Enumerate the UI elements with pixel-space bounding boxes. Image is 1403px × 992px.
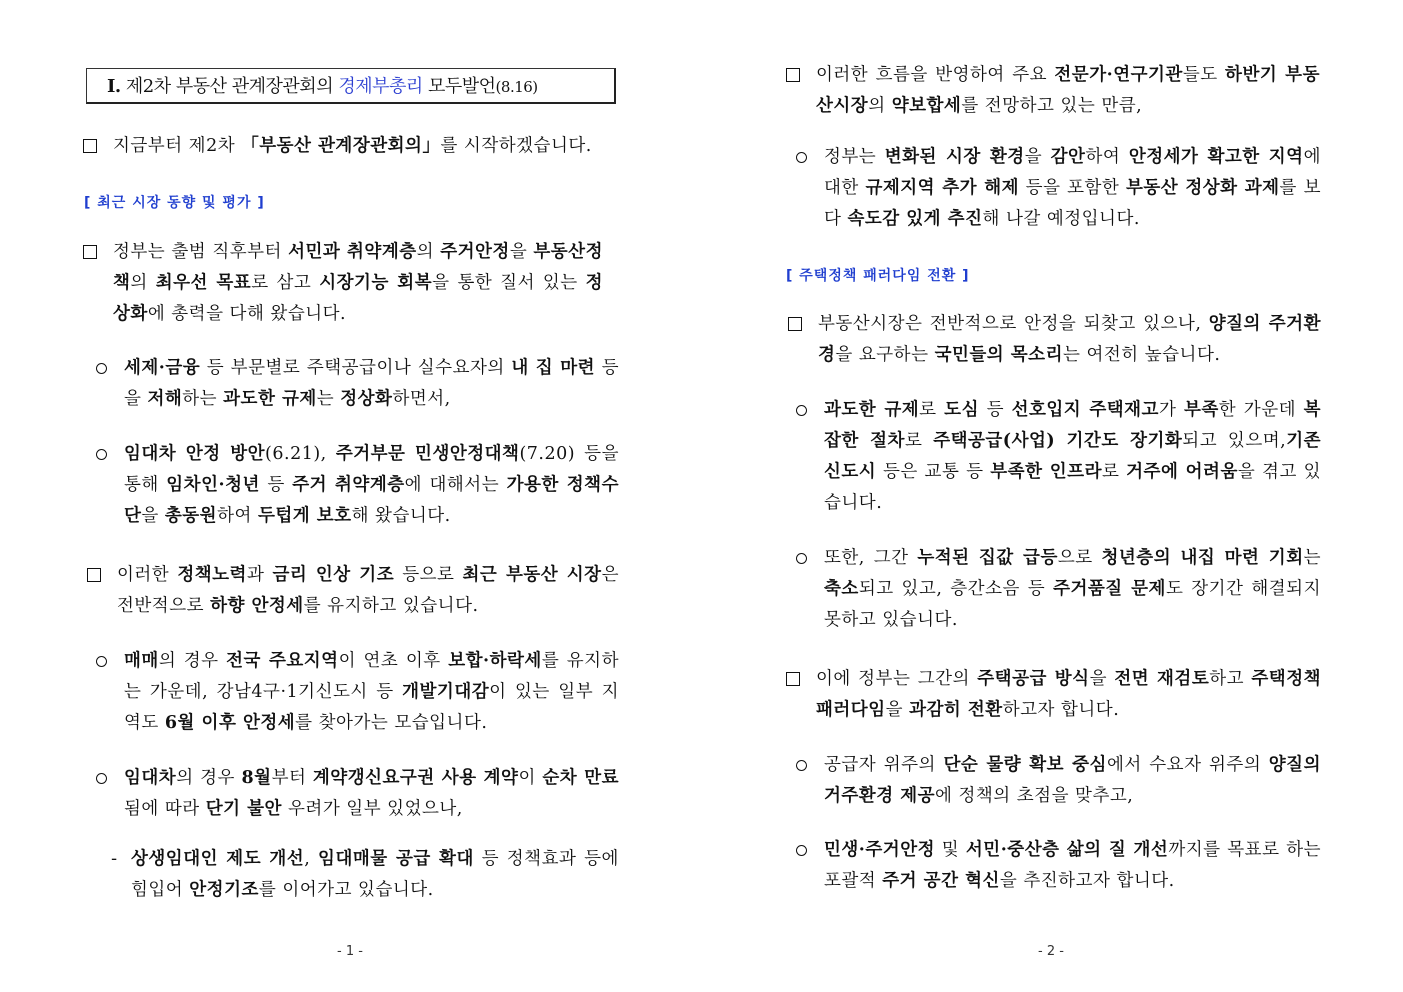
body-text: 을 추진하고자 합니다. (999, 871, 1175, 891)
body-text: 등은 교통 등 (876, 462, 991, 482)
body-text: 는 여전히 높습니다. (1063, 345, 1221, 365)
body-text: 부동산시장은 전반적으로 안정을 되찾고 있으나, (818, 314, 1209, 334)
title-date: (8.16) (495, 78, 538, 96)
body-text: 등 (259, 475, 293, 495)
body-text: 을 (885, 700, 910, 720)
paragraph-p4b (824, 543, 1321, 636)
body-text: 를 유지하고 있습니다. (303, 596, 479, 616)
paragraph-p2a (124, 646, 619, 739)
body-text: 하고 (1209, 669, 1252, 689)
body-text: 되고 있고, 층간소음 등 (858, 579, 1054, 599)
body-text: 을 (509, 242, 534, 262)
paragraph-p4 (818, 309, 1321, 371)
body-text: 등을 (124, 358, 619, 409)
emphasis-text: 6월 이후 안정세 (164, 713, 296, 733)
emphasis-text: 주택정책 패러다임 (816, 669, 1322, 720)
circle-bullet-icon (796, 760, 807, 771)
body-text: 한 가운데 (1218, 400, 1304, 420)
dash-bullet: - (111, 849, 118, 869)
paragraph-p1a (124, 353, 619, 415)
emphasis-text: 단기 불안 (205, 799, 282, 819)
body-text: 등 (978, 400, 1012, 420)
emphasis-text: 주택공급 방식 (977, 669, 1090, 689)
checkbox-bullet-icon (87, 568, 101, 582)
circle-bullet-icon (96, 773, 107, 784)
body-text: 이 (518, 768, 543, 788)
body-text: 에 대한 (824, 147, 1321, 198)
emphasis-text: 부족 (1183, 400, 1219, 420)
paragraph-p1 (113, 237, 603, 330)
body-text: 하여 (1085, 147, 1129, 167)
body-text: 들도 (1182, 65, 1226, 85)
intro-bold: 「부동산 관계장관회의」 (241, 136, 441, 156)
page-number: - 1 - (337, 944, 363, 959)
paragraph-p2 (117, 560, 619, 622)
page-2 (700, 0, 1403, 992)
emphasis-text: 내 집 마련 (511, 358, 596, 378)
body-text: 이러한 흐름을 반영하여 주요 (816, 65, 1055, 85)
emphasis-text: 규제지역 추가 해제 (865, 178, 1020, 198)
body-text: 는 (1303, 548, 1322, 568)
paragraph-p5a (824, 750, 1321, 812)
body-text: 의 (868, 96, 892, 116)
body-text: 과 (246, 565, 273, 585)
circle-bullet-icon (96, 449, 107, 460)
emphasis-text: 민생·주거안정 (824, 840, 936, 860)
emphasis-text: 전국 주요지역 (226, 651, 339, 671)
body-text: 을 (1024, 147, 1051, 167)
checkbox-bullet-icon (786, 68, 800, 82)
checkbox-bullet-icon (788, 317, 802, 331)
page-1 (0, 0, 700, 992)
body-text: 공급자 위주의 (824, 755, 944, 775)
emphasis-text: 가용한 정책수단 (124, 475, 619, 526)
body-text: 는 (316, 389, 341, 409)
body-text: 를 찾아가는 모습입니다. (295, 713, 488, 733)
emphasis-text: 매매 (124, 651, 159, 671)
checkbox-bullet-icon (83, 245, 97, 259)
emphasis-text: 주거품질 문제 (1053, 579, 1166, 599)
emphasis-text: 두텁게 보호 (257, 506, 352, 526)
page-number: - 2 - (1038, 944, 1064, 959)
emphasis-text: 임대매물 공급 확대 (318, 849, 474, 869)
body-text: 이 연초 이후 (338, 651, 449, 671)
body-text: 정부는 출범 직후부터 (113, 242, 289, 262)
body-text: 우려가 일부 있었으나, (281, 799, 463, 819)
emphasis-text: 약보합세 (891, 96, 962, 116)
emphasis-text: 정상화 (113, 273, 604, 324)
body-text: 으로 (1057, 548, 1102, 568)
body-text: 등을 포함한 (1019, 178, 1126, 198)
body-text: 로 삼고 (251, 273, 320, 293)
body-text: 로 (904, 431, 934, 451)
body-text: 로 (919, 400, 945, 420)
body-text: 을 (1089, 669, 1115, 689)
emphasis-text: 도심 (944, 400, 979, 420)
body-text: 등 정책효과 등에 힘입어 (131, 849, 619, 900)
body-text: 의 (416, 242, 441, 262)
emphasis-text: 보합·하락세 (448, 651, 542, 671)
emphasis-text: 전문가·연구기관 (1054, 65, 1183, 85)
body-text: 의 경우 (176, 768, 242, 788)
body-text: (7.20) 등을 통해 (124, 444, 619, 495)
emphasis-text: 기존 신도시 (824, 431, 1322, 482)
body-text: 하여 (217, 506, 258, 526)
title-post: 모두발언 (422, 76, 496, 97)
body-text: 도 장기간 해결되지 못하고 있습니다. (824, 579, 1321, 630)
emphasis-text: 개발기대감 (402, 682, 490, 702)
body-text: , (304, 849, 319, 869)
paragraph-p4a (824, 395, 1321, 519)
body-text: 됨에 따라 (124, 799, 206, 819)
body-text: (6.21), (265, 444, 336, 464)
section-title (86, 68, 616, 104)
emphasis-text: 속도감 있게 추진 (847, 209, 983, 229)
emphasis-text: 청년층의 내집 마련 기회 (1101, 548, 1304, 568)
circle-bullet-icon (796, 553, 807, 564)
paragraph-p3 (816, 60, 1320, 122)
body-text: 에 대해서는 (404, 475, 507, 495)
emphasis-text: 안정세가 확고한 지역 (1128, 147, 1304, 167)
circle-bullet-icon (796, 845, 807, 856)
body-text: 이 있는 일부 지역도 (124, 682, 619, 733)
title-pre: 제2차 부동산 관계장관회의 (125, 76, 339, 97)
emphasis-text: 과도한 규제 (824, 400, 920, 420)
body-text: 및 (935, 840, 966, 860)
intro-pre: 지금부터 제2차 (113, 136, 242, 156)
emphasis-text: 서민과 취약계층 (288, 242, 417, 262)
emphasis-text: 양질의 주거환경 (818, 314, 1321, 365)
emphasis-text: 전면 재검토 (1114, 669, 1210, 689)
body-text: 의 (130, 273, 156, 293)
body-text: 정부는 (824, 147, 885, 167)
body-text: 을 겪고 있습니다. (824, 462, 1322, 513)
emphasis-text: 주택공급(사업) 기간도 장기화 (933, 431, 1183, 451)
body-text: 로 (1101, 462, 1127, 482)
emphasis-text: 상생임대인 제도 개선 (131, 849, 305, 869)
body-text: 또한, 그간 (824, 548, 918, 568)
body-text: 에서 수요자 위주의 (1106, 755, 1269, 775)
emphasis-text: 누적된 집값 급등 (917, 548, 1058, 568)
emphasis-text: 주거 공간 혁신 (882, 871, 1000, 891)
checkbox-bullet-icon (83, 139, 97, 153)
body-text: 은 전반적으로 (117, 565, 619, 616)
intro-post: 를 시작하겠습니다. (440, 136, 592, 156)
circle-bullet-icon (796, 405, 807, 416)
section-heading-market: [ 최근 시장 동향 및 평가 ] (84, 195, 265, 211)
body-text: 하면서, (392, 389, 451, 409)
emphasis-text: 축소 (824, 579, 859, 599)
emphasis-text: 변화된 시장 환경 (884, 147, 1025, 167)
body-text: 를 보다 (824, 178, 1321, 229)
emphasis-text: 선호입지 주택재고 (1011, 400, 1159, 420)
circle-bullet-icon (96, 656, 107, 667)
body-text: 가 (1158, 400, 1184, 420)
emphasis-text: 거주에 어려움 (1126, 462, 1238, 482)
emphasis-text: 복잡한 절차 (824, 400, 1322, 451)
emphasis-text: 부동산 정상화 과제 (1125, 178, 1280, 198)
emphasis-text: 저해 (147, 389, 183, 409)
body-text: 등 부문별로 주택공급이나 실수요자의 (200, 358, 512, 378)
emphasis-text: 감안 (1050, 147, 1086, 167)
intro-paragraph (113, 131, 618, 162)
emphasis-text: 최우선 목표 (155, 273, 252, 293)
body-text: 을 (141, 506, 165, 526)
body-text: 를 전망하고 있는 만큼, (961, 96, 1143, 116)
body-text: 를 이어가고 있습니다. (258, 880, 434, 900)
emphasis-text: 주거 취약계층 (292, 475, 405, 495)
checkbox-bullet-icon (786, 672, 800, 686)
emphasis-text: 과감히 전환 (909, 700, 1003, 720)
emphasis-text: 단순 물량 확보 중심 (943, 755, 1107, 775)
emphasis-text: 세제·금융 (124, 358, 201, 378)
emphasis-text: 주거안정 (440, 242, 510, 262)
title-highlight: 경제부총리 (338, 76, 423, 97)
emphasis-text: 금리 인상 기조 (272, 565, 395, 585)
body-text: 이러한 (117, 565, 178, 585)
emphasis-text: 안정기조 (189, 880, 259, 900)
emphasis-text: 주거부문 민생안정대책 (335, 444, 520, 464)
emphasis-text: 부족한 인프라 (990, 462, 1102, 482)
emphasis-text: 순차 만료 (542, 768, 620, 788)
emphasis-text: 임차인·청년 (166, 475, 260, 495)
paragraph-p1b (124, 439, 619, 532)
emphasis-text: 하반기 부동산시장 (816, 65, 1320, 116)
emphasis-text: 임대차 (124, 768, 177, 788)
emphasis-text: 정상화 (340, 389, 393, 409)
body-text: 의 경우 (158, 651, 227, 671)
body-text: 되고 있으며, (1182, 431, 1287, 451)
body-text: 부터 (271, 768, 313, 788)
section-heading-paradigm: [ 주택정책 패러다임 전환 ] (786, 268, 970, 284)
emphasis-text: 서민·중산층 삶의 질 개선 (965, 840, 1169, 860)
paragraph-p5 (816, 664, 1321, 726)
emphasis-text: 총동원 (164, 506, 218, 526)
paragraph-p3a (824, 142, 1321, 235)
body-text: 에 총력을 다해 왔습니다. (147, 304, 347, 324)
body-text: 에 정책의 초점을 맞추고, (935, 786, 1134, 806)
emphasis-text: 정책노력 (177, 565, 247, 585)
body-text: 하는 (182, 389, 224, 409)
emphasis-text: 부동산정책 (113, 242, 603, 293)
emphasis-text: 하향 안정세 (210, 596, 304, 616)
paragraph-p2c (111, 844, 619, 906)
body-text: 까지를 목표로 하는 포괄적 (824, 840, 1322, 891)
circle-bullet-icon (796, 152, 807, 163)
body-text: 을 통한 질서 있는 (432, 273, 586, 293)
body-text: 이에 정부는 그간의 (816, 669, 978, 689)
emphasis-text: 8월 (241, 768, 272, 788)
emphasis-text: 국민들의 목소리 (934, 345, 1063, 365)
body-text: 을 요구하는 (835, 345, 935, 365)
emphasis-text: 계약갱신요구권 사용 계약 (312, 768, 519, 788)
title-roman: Ⅰ. (107, 76, 121, 97)
body-text: 등으로 (394, 565, 463, 585)
paragraph-p5b (824, 835, 1321, 897)
paragraph-p2b (124, 763, 619, 825)
body-text: 해 나갈 예정입니다. (982, 209, 1140, 229)
body-text: 를 유지하는 가운데, 강남4구·1기신도시 등 (124, 651, 619, 702)
emphasis-text: 시장기능 회복 (319, 273, 433, 293)
body-text: 하고자 합니다. (1002, 700, 1120, 720)
body-text: 해 왔습니다. (351, 506, 451, 526)
emphasis-text: 임대차 안정 방안 (124, 444, 266, 464)
emphasis-text: 최근 부동산 시장 (462, 565, 602, 585)
circle-bullet-icon (96, 363, 107, 374)
emphasis-text: 양질의 거주환경 제공 (824, 755, 1321, 806)
emphasis-text: 과도한 규제 (223, 389, 317, 409)
